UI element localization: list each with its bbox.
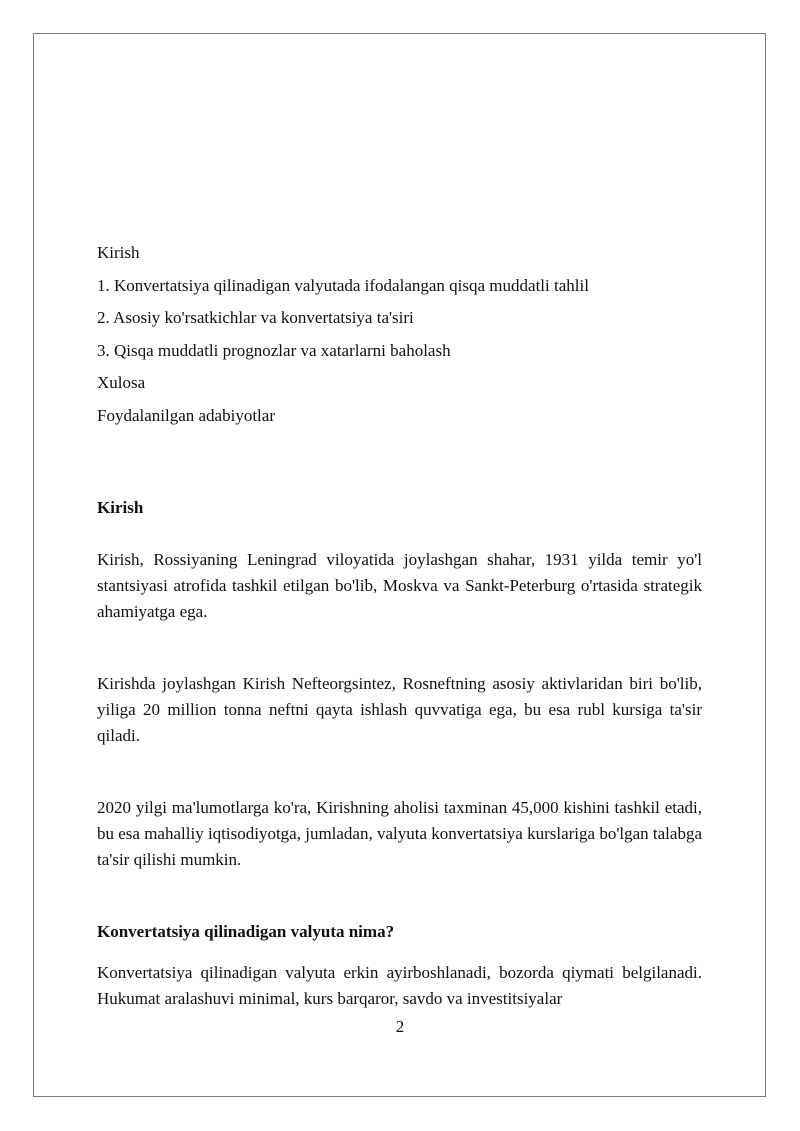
- toc-item-references: Foydalanilgan adabiyotlar: [97, 405, 275, 425]
- cut-off-paragraph-container: [97, 960, 702, 1012]
- toc-item-3: 3. Qisqa muddatli prognozlar va xatarlarni baholash: [97, 340, 451, 360]
- page-number: 2: [395, 1017, 405, 1036]
- section-heading-convertible-currency: Konvertatsiya qilinadigan valyuta nima?: [97, 922, 395, 941]
- toc-item-1: 1. Konvertatsiya qilinadigan valyutada ifodalangan qisqa muddatli tahlil: [97, 275, 589, 295]
- paragraph: Konvertatsiya qilinadigan valyuta erkin ayirboshlanadi, bozorda qiymati belgilanadi. Hukumat aralashuvi minimal, kurs barqaror, savdo va investitsiyalar: [97, 963, 702, 1008]
- section-heading-intro: Kirish: [97, 498, 144, 517]
- paragraph: Kirishda joylashgan Kirish Nefteorgsintez, Rosneftning asosiy aktivlaridan biri bo'lib, yiliga 20 million tonna neftni qayta ishlash quvvatiga ega, bu esa rubl kursiga ta'sir qiladi.: [97, 674, 702, 745]
- toc-item-intro: Kirish: [97, 243, 140, 262]
- paragraph: 2020 yilgi ma'lumotlarga ko'ra, Kirishning aholisi taxminan 45,000 kishini tashkil etadi, bu esa mahalliy iqtisodiyotga, jumladan, valyuta konvertatsiya kurslariga bo'lgan talabga ta'sir qilishi mumkin.: [97, 798, 702, 869]
- document-body: [97, 240, 702, 945]
- toc-item-conclusion: Xulosa: [97, 373, 146, 392]
- paragraph: Kirish, Rossiyaning Leningrad viloyatida joylashgan shahar, 1931 yilda temir yo'l stantsiyasi atrofida tashkil etilgan bo'lib, Moskva va Sankt-Peterburg o'rtasida strategik ahamiyatga ega.: [97, 550, 702, 621]
- table-of-contents: [97, 240, 702, 429]
- toc-item-2: 2. Asosiy ko'rsatkichlar va konvertatsiya ta'siri: [97, 308, 414, 327]
